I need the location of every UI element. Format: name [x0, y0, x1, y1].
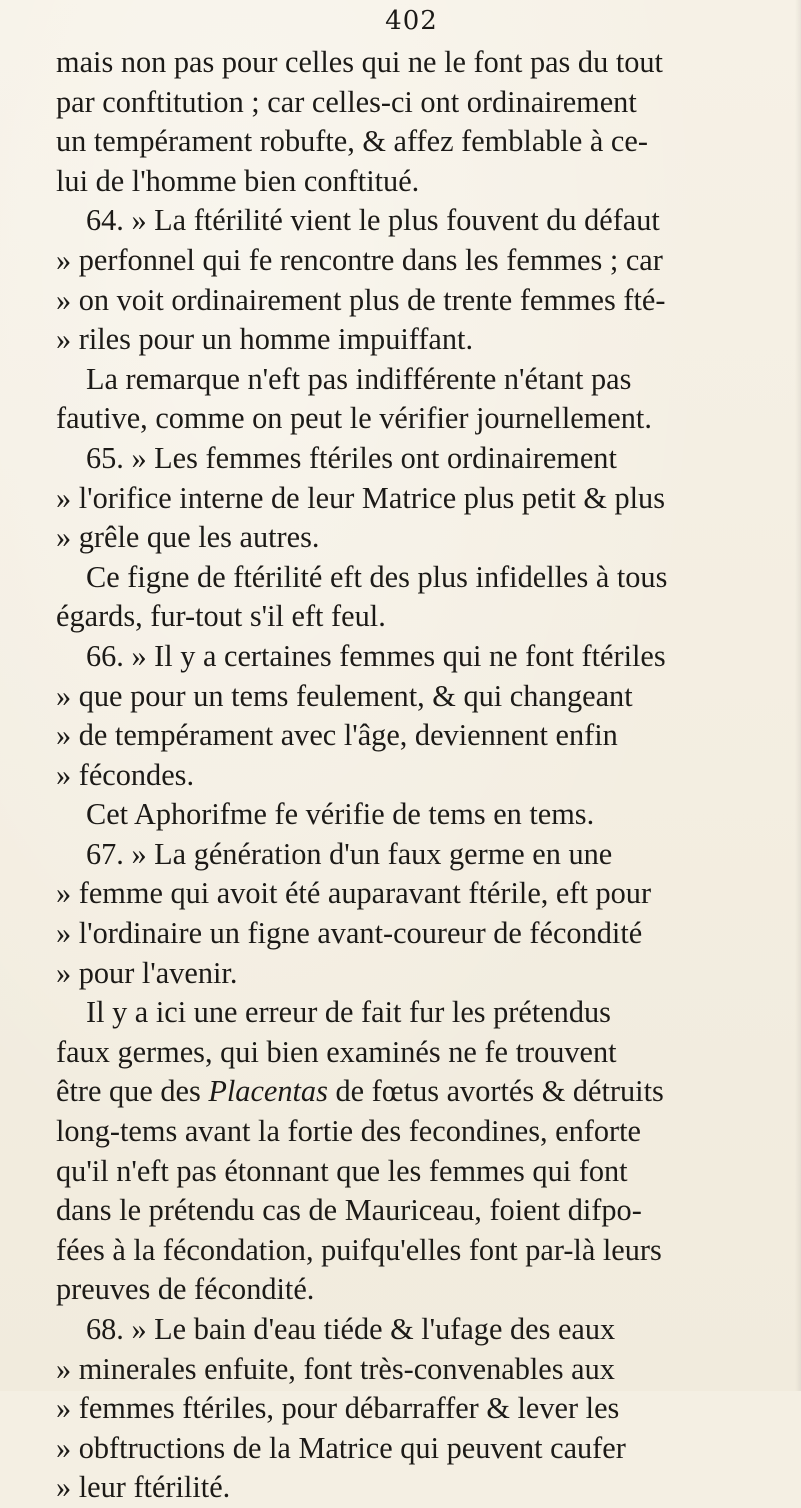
text-line-content: » l'orifice interne de leur Matrice plus petit & plus	[56, 480, 666, 515]
text-line-content: » pour l'avenir.	[56, 955, 238, 990]
text-line-content: » femme qui avoit été auparavant ftérile, eft pour	[56, 876, 652, 911]
text-line	[56, 43, 781, 83]
text-line-content: » on voit ordinairement plus de trente femmes fté-	[56, 282, 666, 317]
text-line-content: 65. » Les femmes ftériles ont ordinairement	[86, 440, 617, 475]
body-text	[0, 43, 801, 1508]
text-line-content: » grêle que les autres.	[56, 520, 320, 555]
text-line	[56, 558, 781, 598]
text-line	[56, 360, 781, 400]
text-line-content: dans le prétendu cas de Mauriceau, foient difpo-	[56, 1193, 642, 1228]
text-line-content: » que pour un tems feulement, & qui changeant	[56, 678, 633, 713]
text-line	[56, 1429, 781, 1469]
text-line-content: » minerales enfuite, font très-convenables aux	[56, 1351, 615, 1386]
text-line-content: La remarque n'eft pas indifférente n'étant pas	[86, 361, 632, 396]
text-line	[56, 320, 781, 360]
text-line	[56, 637, 781, 677]
text-line	[56, 1389, 781, 1429]
text-line	[56, 1072, 781, 1112]
text-line	[56, 716, 781, 756]
text-line	[56, 399, 781, 439]
text-line-content: 68. » Le bain d'eau tiéde & l'ufage des eaux	[86, 1312, 616, 1346]
text-line-content: » de tempérament avec l'âge, deviennent enfin	[56, 718, 618, 753]
text-line-content: qu'il n'eft pas étonnant que les femmes qui font	[56, 1153, 628, 1188]
text-line-content: faux germes, qui bien examinés ne fe trouvent	[56, 1034, 617, 1069]
text-line-content: 66. » Il y a certaines femmes qui ne font ftériles	[86, 638, 666, 673]
text-line	[56, 874, 781, 914]
text-line-content: » riles pour un homme impuiffant.	[56, 322, 474, 357]
text-line	[56, 241, 781, 281]
text-line	[56, 162, 781, 202]
text-line	[56, 795, 781, 835]
text-line	[56, 1231, 781, 1271]
text-line-content: mais non pas pour celles qui ne le font pas du tout	[56, 45, 663, 79]
text-line	[56, 954, 781, 994]
text-line	[56, 1310, 781, 1350]
text-line-content: lui de l'homme bien conftitué.	[56, 163, 420, 198]
text-line-continuation: de fœtus avortés & détruits	[327, 1074, 664, 1109]
text-line-content: fautive, comme on peut le vérifier journellement.	[56, 401, 652, 436]
text-line-content: preuves de fécondité.	[56, 1272, 315, 1307]
text-line-content: » leur ftérilité.	[56, 1470, 231, 1505]
text-line	[56, 993, 781, 1033]
text-line	[56, 1270, 781, 1310]
text-line	[56, 1191, 781, 1231]
text-line-content: fées à la fécondation, puifqu'elles font par-là leurs	[56, 1232, 662, 1267]
text-line	[56, 281, 781, 321]
text-line-content: par conftitution ; car celles-ci ont ordinairement	[56, 84, 637, 119]
text-line	[56, 122, 781, 162]
text-line	[56, 914, 781, 954]
text-line-content: être que des	[56, 1074, 209, 1109]
text-line-content: égards, fur-tout s'il eft feul.	[56, 599, 386, 634]
text-line-content: un tempérament robufte, & affez femblable à ce-	[56, 124, 648, 159]
text-line-content: » fécondes.	[56, 757, 195, 792]
text-line	[56, 1350, 781, 1390]
text-line	[56, 439, 781, 479]
text-line	[56, 1112, 781, 1152]
text-line-content: 64. » La ftérilité vient le plus fouvent du défaut	[86, 203, 660, 238]
text-line-content: Ce figne de ftérilité eft des plus infidelles à tous	[86, 559, 668, 594]
text-line-content: » perfonnel qui fe rencontre dans les femmes ; car	[56, 242, 663, 277]
text-line-content: » femmes ftériles, pour débarraffer & lever les	[56, 1391, 620, 1426]
text-line-content: » obftructions de la Matrice qui peuvent caufer	[56, 1430, 626, 1465]
text-line	[56, 201, 781, 241]
text-line	[56, 835, 781, 875]
text-line-content: » l'ordinaire un figne avant-coureur de fécondité	[56, 916, 643, 951]
text-line-content: Cet Aphorifme fe vérifie de tems en tems.	[86, 797, 595, 832]
text-line-content: long-tems avant la fortie des fecondines, enforte	[56, 1114, 641, 1149]
text-line	[56, 1033, 781, 1073]
italic-term: Placentas	[208, 1074, 328, 1109]
text-line	[56, 1152, 781, 1192]
text-line-content: 67. » La génération d'un faux germe en une	[86, 836, 613, 871]
text-line	[56, 597, 781, 637]
text-line	[56, 83, 781, 123]
text-line	[56, 518, 781, 558]
text-line	[56, 1468, 781, 1508]
page-number: 402	[385, 6, 438, 36]
text-line-content: Il y a ici une erreur de fait fur les prétendus	[86, 995, 611, 1030]
text-line	[56, 479, 781, 519]
text-line	[56, 677, 781, 717]
text-line	[56, 756, 781, 796]
